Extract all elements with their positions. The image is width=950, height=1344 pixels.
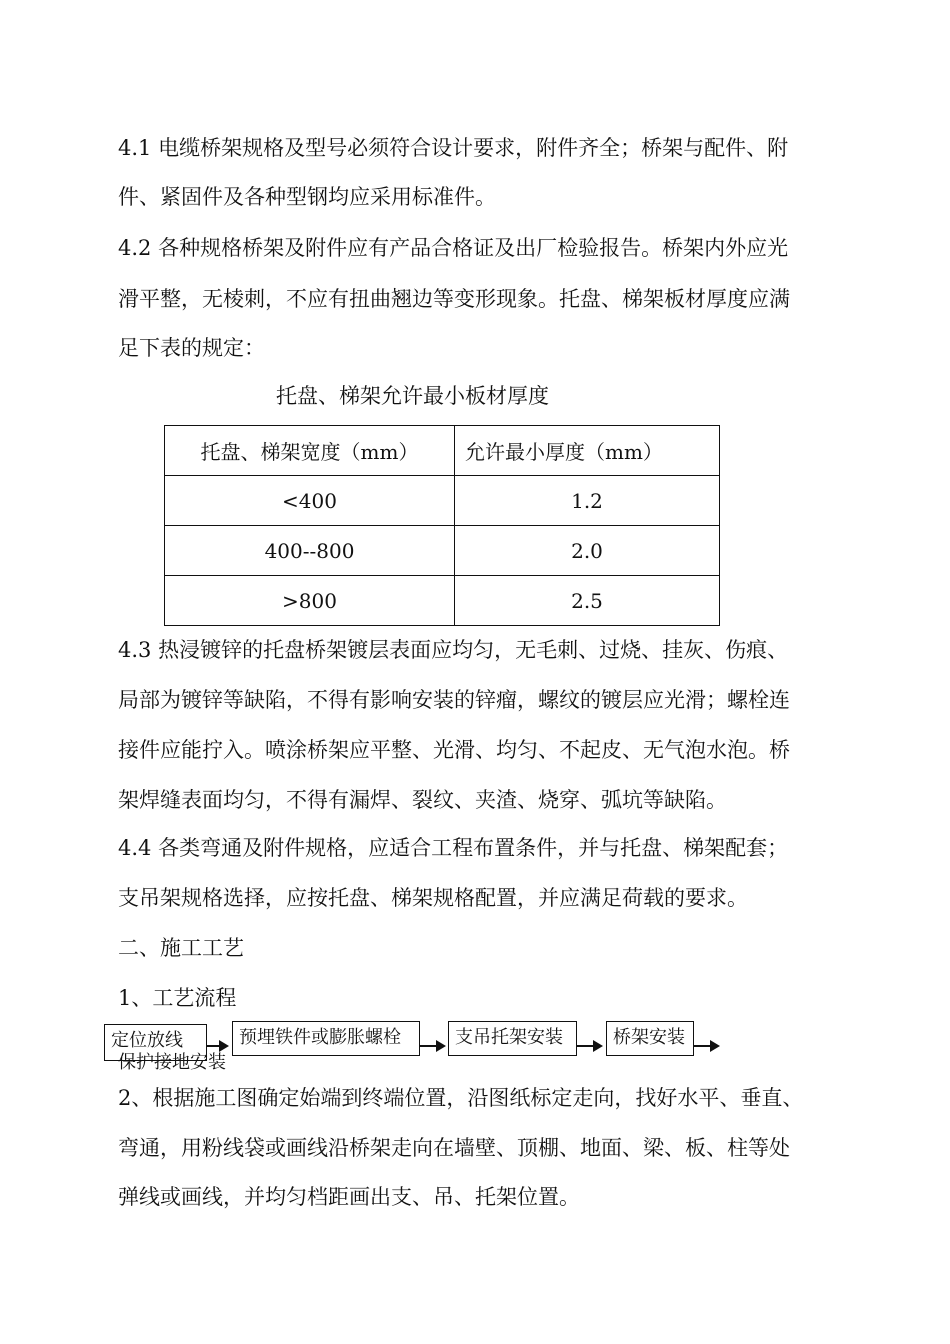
paragraph-4-3-line-4: 架焊缝表面均匀，不得有漏焊、裂纹、夹渣、烧穿、弧坑等缺陷。 [118, 788, 727, 812]
paragraph-4-4-line-1: 4.4 各类弯通及附件规格，应适合工程布置条件，并与托盘、梯架配套； [118, 836, 789, 860]
subsection-heading: 1、工艺流程 [118, 986, 237, 1010]
cell-width: <400 [165, 476, 455, 526]
table-row [165, 476, 720, 526]
table-header-row [165, 426, 720, 476]
paragraph-2-line-2: 弯通，用粉线袋或画线沿桥架走向在墙壁、顶棚、地面、梁、板、柱等处 [118, 1136, 790, 1160]
paragraph-4-2-line-3: 足下表的规定： [118, 336, 265, 360]
header-width: 托盘、梯架宽度（mm） [165, 426, 455, 476]
thickness-table [164, 425, 720, 626]
flow-arrow [207, 1045, 227, 1047]
flow-step-label: 支吊托架安装 [455, 1027, 563, 1048]
paragraph-4-1-line-2: 件、紧固件及各种型钢均应采用标准件。 [118, 185, 496, 209]
flow-step-grounding-label: 保护接地安装 [118, 1052, 226, 1073]
paragraph-4-3-line-2: 局部为镀锌等缺陷，不得有影响安装的锌瘤，螺纹的镀层应光滑；螺栓连 [118, 688, 790, 712]
cell-width: >800 [165, 576, 455, 626]
paragraph-4-2-line-1: 4.2 各种规格桥架及附件应有产品合格证及出厂检验报告。桥架内外应光 [118, 236, 789, 260]
table-caption: 托盘、梯架允许最小板材厚度 [276, 384, 549, 408]
flow-step-embedded-parts [232, 1021, 420, 1056]
paragraph-4-2-line-2: 滑平整，无棱刺，不应有扭曲翘边等变形现象。托盘、梯架板材厚度应满 [118, 287, 790, 311]
table-row [165, 526, 720, 576]
paragraph-2-line-1: 2、根据施工图确定始端到终端位置，沿图纸标定走向，找好水平、垂直、 [118, 1086, 804, 1110]
flow-arrow [420, 1045, 444, 1047]
flow-step-tray-install [606, 1021, 694, 1056]
paragraph-4-3-line-1: 4.3 热浸镀锌的托盘桥架镀层表面应均匀，无毛刺、过烧、挂灰、伤痕、 [118, 638, 789, 662]
section-heading: 二、施工工艺 [118, 936, 244, 960]
paragraph-2-line-3: 弹线或画线，并均匀档距画出支、吊、托架位置。 [118, 1185, 580, 1209]
flow-step-label: 预埋铁件或膨胀螺栓 [239, 1027, 401, 1048]
flow-arrow [694, 1045, 718, 1047]
flow-step-bracket-install [448, 1021, 577, 1056]
cell-thickness: 2.0 [455, 526, 720, 576]
paragraph-4-1-line-1: 4.1 电缆桥架规格及型号必须符合设计要求，附件齐全；桥架与配件、附 [118, 136, 789, 160]
flow-step-label: 定位放线 [111, 1030, 183, 1051]
cell-thickness: 1.2 [455, 476, 720, 526]
paragraph-4-3-line-3: 接件应能拧入。喷涂桥架应平整、光滑、均匀、不起皮、无气泡水泡。桥 [118, 738, 790, 762]
paragraph-4-4-line-2: 支吊架规格选择，应按托盘、梯架规格配置，并应满足荷载的要求。 [118, 886, 748, 910]
flow-step-label: 桥架安装 [613, 1027, 685, 1048]
cell-thickness: 2.5 [455, 576, 720, 626]
flow-arrow [577, 1045, 601, 1047]
cell-width: 400--800 [165, 526, 455, 576]
header-thickness: 允许最小厚度（mm） [455, 426, 720, 476]
table-row [165, 576, 720, 626]
